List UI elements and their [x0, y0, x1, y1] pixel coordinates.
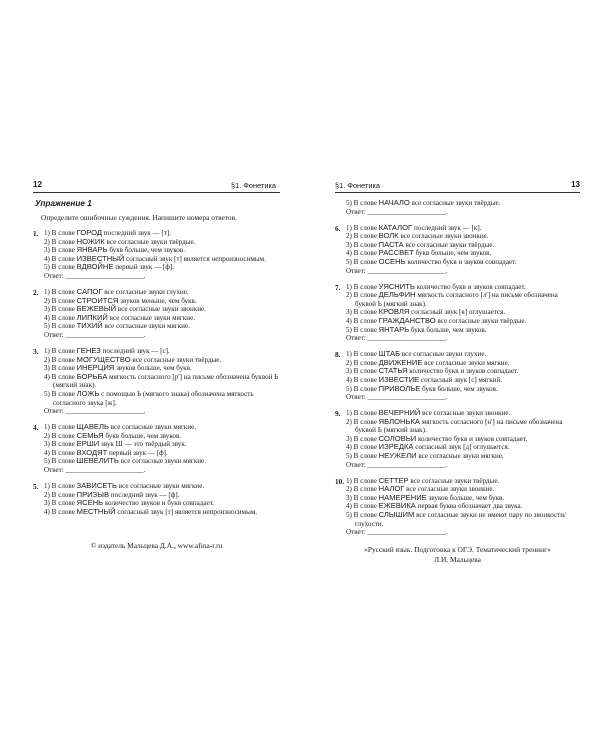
option-pre: 3) В слове — [346, 308, 379, 317]
task — [335, 283, 580, 344]
option-pre: 2) В слове — [44, 490, 77, 499]
option-post: все согласные звуки мягкие. — [118, 457, 206, 466]
page-header — [335, 180, 580, 193]
option-word: ГЕНЕЗ — [76, 345, 101, 355]
option-pre: 1) В слове — [44, 287, 77, 296]
option-word: БЕЖЕВЫЙ — [76, 304, 117, 314]
option-pre: 1) В слове — [44, 423, 77, 432]
task — [33, 229, 280, 281]
option-post: букв больше, чем звуков. — [413, 249, 492, 258]
option-pre: 1) В слове — [44, 482, 77, 491]
option-pre: 1) В слове — [346, 476, 379, 485]
exercise-title: Упражнение 1 — [35, 199, 92, 208]
option-post: звуков больше, чем букв. — [114, 364, 192, 373]
option-post: все согласные звуки мягкие. — [107, 313, 196, 322]
option-post: с помощью Ь (мягкого знака) обозначена мягкость согласного звука [ж]. — [53, 389, 254, 407]
option-post: мягкость согласного [н'] на письме обозначена буквой Ь (мягкий знак). — [355, 417, 563, 435]
option-word: ВДВОЙНЕ — [76, 262, 114, 272]
option-post: последний звук — [с]. — [100, 346, 170, 355]
task-number: 6. — [335, 223, 341, 233]
task-list — [33, 229, 280, 516]
option-word: СЕМЬЯ — [76, 430, 104, 440]
option-word: НЕУЖЕЛИ — [378, 451, 417, 461]
option-word: НОЖИК — [76, 236, 105, 246]
answer-line: Ответ: ______________________. — [346, 266, 448, 275]
option-post: все согласные звуки мягкие. — [416, 452, 504, 461]
answer-option — [44, 373, 280, 390]
task-list — [335, 224, 580, 538]
option-word: ЛОЖЬ — [76, 388, 100, 398]
task-number: 7. — [335, 282, 341, 292]
option-post: звуков больше, чем букв. — [426, 493, 505, 502]
option-post: букв больше, чем звуков. — [103, 431, 182, 440]
task-number: 8. — [335, 350, 341, 360]
option-pre: 4) В слове — [44, 313, 77, 322]
option-pre: 3) В слове — [346, 240, 379, 249]
option-post: первый звук — [ф]. — [107, 448, 168, 457]
answer-line: Ответ: ______________________. — [346, 528, 448, 537]
option-post: согласный звук [т] является непроизносимым. — [115, 507, 258, 516]
option-pre: 2) В слове — [44, 431, 77, 440]
option-word: ЯНТАРЬ — [378, 324, 410, 334]
task-number: 5. — [33, 482, 39, 492]
page-number: 12 — [33, 180, 42, 189]
option-word: ИЗРЕДКА — [378, 442, 414, 452]
option-pre: 4) В слове — [346, 502, 379, 511]
option-word: ВОЛК — [378, 231, 399, 241]
task — [33, 347, 280, 416]
option-word: ЯСЕНЬ — [76, 498, 104, 508]
option-pre: 2) В слове — [346, 358, 379, 367]
task-number: 4. — [33, 423, 39, 433]
option-word: ЯНВАРЬ — [76, 245, 108, 255]
answer-line: Ответ: ______________________. — [44, 330, 146, 339]
option-word: ЯБЛОНЬКА — [378, 416, 420, 426]
answer-option — [346, 326, 580, 335]
task — [33, 482, 280, 516]
option-pre: 5) В слове — [44, 457, 77, 466]
option-word: НАЛОГ — [378, 484, 405, 494]
task — [335, 350, 580, 402]
option-word: ВЕЧЕРНИЙ — [378, 408, 421, 418]
option-pre: 1) В слове — [346, 409, 379, 418]
option-word: ЛИПКИЙ — [76, 312, 108, 322]
option-post: мягкость согласного [л'] на письме обозначена буквой Ь (мягкий знак). — [355, 291, 558, 308]
option-pre: 1) В слове — [346, 282, 379, 291]
option-word: ЕЖЕВИКА — [378, 501, 416, 511]
option-post: все согласные звуки мягкие. — [422, 358, 510, 367]
answer-line: Ответ: ______________________. — [44, 466, 146, 475]
option-word: ШТАБ — [378, 349, 401, 359]
option-word: ГОРОД — [76, 228, 103, 237]
option-word: КАТАЛОГ — [378, 222, 413, 232]
option-post: все согласные звуки твёрдые. — [408, 476, 500, 485]
option-post: все согласные звуки не имеют пару по звонкости/глухости. — [355, 511, 566, 528]
option-word: СТАТЬЯ — [378, 366, 408, 376]
option-post: букв больше, чем звуков. — [420, 384, 498, 393]
option-word: МЕСТНЫЙ — [76, 506, 116, 516]
answer-option — [346, 258, 580, 267]
option-word: ГРАЖДАНСТВО — [378, 315, 436, 325]
option-post: количество букв и звуков совпадает. — [414, 282, 526, 291]
option-pre: 4) В слове — [346, 443, 379, 452]
option-pre: 4) В слове — [346, 375, 379, 384]
option-pre: 2) В слове — [346, 291, 379, 300]
option-post: мягкость согласного [р'] на письме обозначена буквой Ь (мягкий знак). — [53, 372, 279, 390]
option-post: количество звуков и букв совпадает. — [103, 499, 215, 508]
option-post: все согласные звуки звонкие. — [398, 232, 489, 241]
option-word: РАССВЕТ — [378, 248, 414, 258]
right-page — [335, 180, 580, 544]
option-word: ШЕВЕЛИТЬ — [76, 456, 119, 466]
answer-line: Ответ: ______________________. — [44, 271, 146, 280]
option-word: ДЕЛЬФИН — [378, 290, 416, 300]
option-word: БОРЬБА — [76, 371, 108, 381]
option-word: ПРИЗЫВ — [76, 489, 110, 499]
option-post: все согласные звуки глухие. — [400, 350, 487, 359]
option-pre: 5) В слове — [346, 257, 379, 266]
option-pre: 3) В слове — [346, 367, 379, 376]
option-post: все согласные звуки мягкие. — [108, 423, 197, 432]
task — [335, 224, 580, 276]
task-number: 2. — [33, 287, 39, 297]
answer-option — [44, 508, 280, 517]
option-word: ЗАВИСЕТЬ — [76, 481, 118, 491]
option-word: ТИХИЙ — [76, 321, 103, 331]
option-post: все согласные звуки твёрдые. — [409, 199, 501, 207]
answer-option — [346, 385, 580, 394]
option-pre: 2) В слове — [346, 417, 379, 426]
option-pre: 4) В слове — [346, 249, 379, 258]
option-word: ЕРШИ — [76, 439, 100, 449]
option-post: согласный звук [д] оглушается. — [413, 443, 510, 452]
option-word: ДВИЖЕНИЕ — [378, 357, 423, 367]
option-post: последний звук — [т]. — [102, 229, 171, 237]
option-pre: 5) В слове — [346, 199, 379, 207]
task-number: 1. — [33, 229, 39, 238]
option-post: первый звук — [ф]. — [113, 263, 175, 272]
option-pre: 5) В слове — [346, 511, 379, 520]
option-post: количество букв и звуков совпадает. — [407, 367, 519, 376]
option-word: НАМЕРЕНИЕ — [378, 492, 427, 502]
option-word: НАЧАЛО — [378, 198, 410, 207]
option-word: СЛЫШИМ — [378, 510, 415, 520]
option-word: ИЗВЕСТНЫЙ — [76, 253, 125, 263]
option-pre: 3) В слове — [44, 440, 77, 449]
left-page — [33, 180, 280, 523]
option-pre: 2) В слове — [346, 485, 379, 494]
footer-book-title: «Русский язык. Подготовка к ОГЭ. Тематический тренинг» — [364, 545, 551, 554]
section-title: §1. Фонетика — [335, 181, 381, 190]
option-post: все согласные звуки твёрдые. — [435, 316, 527, 325]
answer-option — [346, 452, 580, 461]
option-post: все согласные звуки мягкие. — [117, 482, 205, 491]
option-word: ВХОДЯТ — [76, 447, 108, 457]
option-post: букв больше, чем звуков. — [409, 325, 487, 334]
task — [335, 477, 580, 538]
answer-line: Ответ: ______________________. — [44, 407, 146, 416]
option-pre: 4) В слове — [44, 254, 77, 263]
option-pre: 3) В слове — [346, 434, 379, 443]
option-pre: 1) В слове — [44, 346, 77, 355]
option-pre: 2) В слове — [44, 237, 77, 246]
page-footer: © издатель Мальцева Д.А., www.afina-r.ru — [90, 541, 223, 550]
option-post: все согласные звуки твёрдые. — [130, 355, 222, 364]
page-footer — [335, 545, 580, 565]
option-post: последний звук — [к]. — [412, 223, 482, 232]
option-post: последний звук — [ф]. — [109, 490, 180, 499]
task — [33, 423, 280, 475]
option-pre: 2) В слове — [346, 232, 379, 241]
option-pre: 2) В слове — [44, 296, 77, 305]
option-post: количество букв и звуков совпадает. — [416, 434, 528, 443]
task-number: 3. — [33, 346, 39, 356]
option-word: СОЛОВЬИ — [378, 433, 417, 443]
option-pre: 3) В слове — [44, 305, 77, 314]
option-word: ПРИВОЛЬЕ — [378, 383, 421, 393]
option-pre: 3) В слове — [44, 364, 77, 373]
task-number: 9. — [335, 409, 341, 419]
option-post: все согласные звуки звонкие. — [404, 485, 495, 494]
option-word: ОСЕНЬ — [378, 256, 406, 266]
option-pre: 5) В слове — [44, 263, 77, 272]
option-pre: 1) В слове — [44, 229, 77, 237]
option-word: ПАСТА — [378, 239, 404, 249]
option-word: КРОВЛЯ — [378, 307, 410, 317]
answer-option — [44, 322, 280, 331]
carry-option — [346, 199, 580, 208]
option-pre: 5) В слове — [44, 389, 77, 398]
option-word: САПОГ — [76, 286, 103, 296]
option-word: УЯСНИТЬ — [378, 281, 415, 291]
option-word: ИНЕРЦИЯ — [76, 363, 115, 373]
option-post: согласный звук [т] является непроизносимым. — [124, 254, 266, 263]
answer-line: Ответ: ______________________. — [346, 393, 448, 402]
option-pre: 5) В слове — [346, 452, 379, 461]
answer-option — [346, 291, 580, 308]
option-post: букв больше, чем звуков. — [107, 246, 185, 255]
option-pre: 5) В слове — [346, 325, 379, 334]
instruction: Определите ошибочные суждения. Напишите номера ответов. — [41, 213, 237, 222]
option-pre: 3) В слове — [44, 246, 77, 255]
option-post: количество букв и звуков совпадает. — [405, 257, 517, 266]
option-pre: 4) В слове — [346, 316, 379, 325]
section-title: §1. Фонетика — [230, 181, 276, 190]
option-post: все согласные звуки мягкие. — [102, 322, 190, 331]
option-pre: 5) В слове — [44, 322, 77, 331]
option-pre: 4) В слове — [44, 372, 77, 381]
footer-author: Л.И. Мальцева — [434, 555, 481, 564]
option-pre: 1) В слове — [346, 350, 379, 359]
answer-option — [44, 263, 280, 272]
option-post: звуков меньше, чем букв. — [118, 296, 197, 305]
option-word: СЕТТЕР — [378, 475, 409, 485]
option-word: МОГУЩЕСТВО — [76, 354, 131, 364]
option-pre: 5) В слове — [346, 384, 379, 393]
answer-option — [346, 511, 580, 528]
task — [335, 409, 580, 470]
option-pre: 3) В слове — [346, 493, 379, 502]
option-pre: 2) В слове — [44, 355, 77, 364]
answer-line: Ответ: ______________________. — [346, 460, 448, 469]
option-post: первая буква обозначает два звука. — [415, 502, 523, 511]
option-post: все согласные звуки твёрдые. — [104, 237, 196, 246]
option-post: согласный звук [в] оглушается. — [409, 308, 506, 317]
option-word: СТРОИТСЯ — [76, 295, 119, 305]
option-pre: 3) В слове — [44, 499, 77, 508]
page-number: 13 — [571, 180, 580, 189]
option-post: все согласные звуки глухие. — [102, 287, 189, 296]
answer-line: Ответ: ______________________. — [346, 334, 448, 343]
answer-option — [346, 418, 580, 435]
option-pre: 1) В слове — [346, 223, 379, 232]
answer-option — [44, 457, 280, 466]
option-post: все согласные звуки твёрдые. — [403, 240, 495, 249]
task-number: 10. — [335, 476, 345, 486]
answer-option — [44, 390, 280, 407]
page-header — [33, 180, 280, 193]
task — [33, 288, 280, 340]
option-post: все согласные звуки звонкие. — [420, 409, 511, 418]
option-post: согласный звук [с] мягкий. — [419, 375, 503, 384]
option-post: звук Ш — это твёрдый звук. — [99, 440, 187, 449]
option-pre: 4) В слове — [44, 448, 77, 457]
option-post: все согласные звуки звонкие. — [116, 305, 206, 314]
option-pre: 4) В слове — [44, 507, 77, 516]
option-word: ИЗВЕСТИЕ — [378, 374, 420, 384]
option-word: ЩАВЕЛЬ — [76, 422, 109, 432]
answer-line: Ответ: ______________________. — [346, 207, 448, 216]
